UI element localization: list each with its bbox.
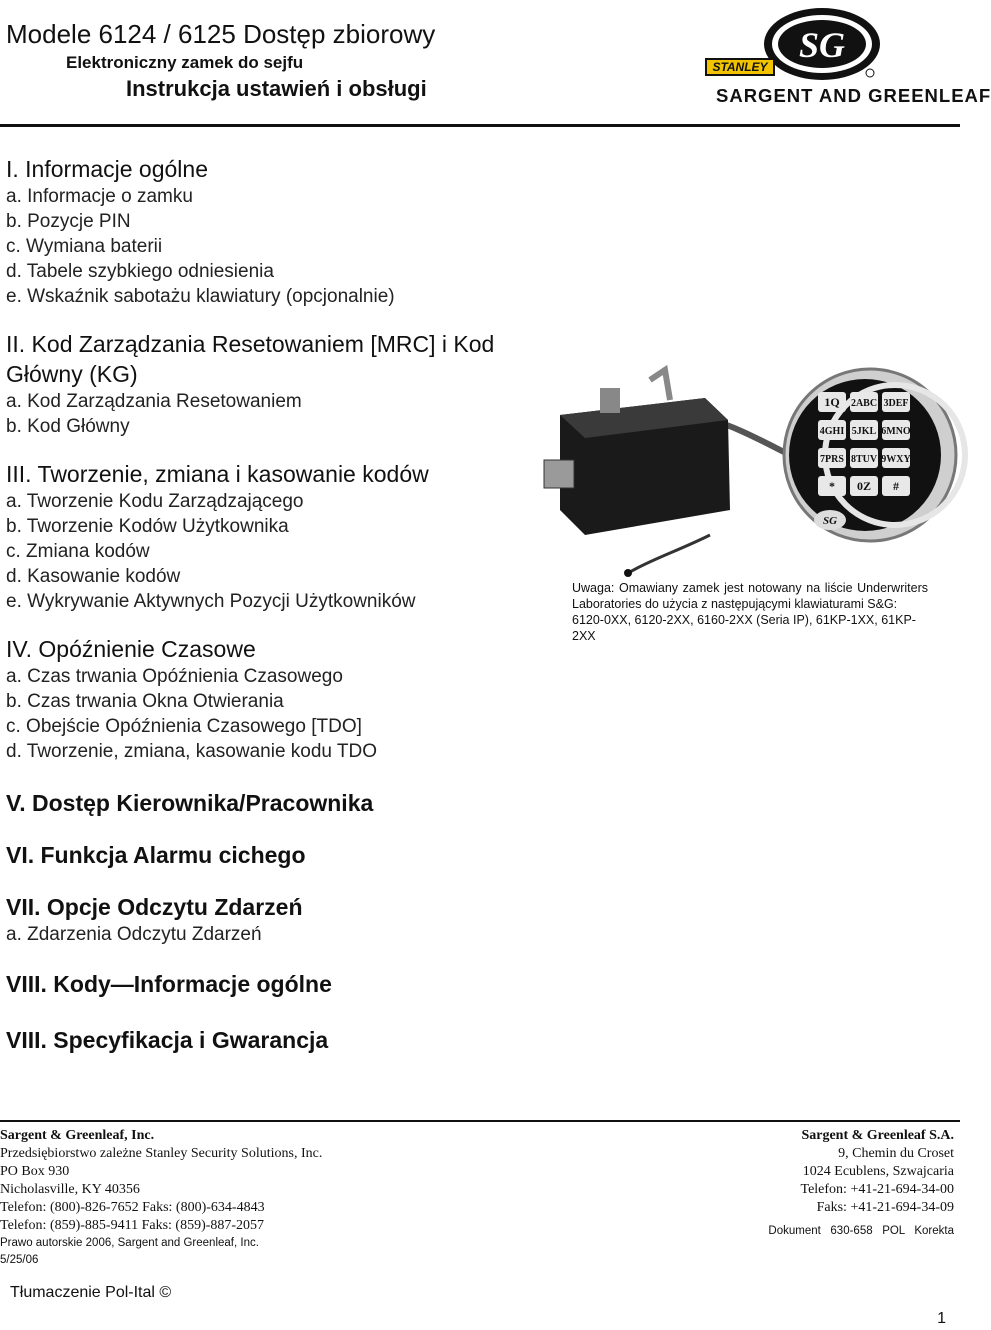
section-title: VIII. Kody—Informacje ogólne: [6, 971, 332, 997]
toc-item: e. Wskaźnik sabotażu klawiatury (opcjonalnie): [6, 286, 395, 307]
svg-text:SG: SG: [798, 25, 846, 65]
section-title: II. Kod Zarządzania Resetowaniem [MRC] i Kod Główny (KG): [6, 331, 495, 387]
footer-line: Telefon: (859)-885-9411 Faks: (859)-887-2057: [0, 1218, 265, 1233]
section-title: VIII. Specyfikacja i Gwarancja: [6, 1027, 329, 1053]
toc-item: b. Kod Główny: [6, 416, 130, 437]
toc-item: a. Czas trwania Opóźnienia Czasowego: [6, 666, 343, 687]
toc-item: b. Pozycje PIN: [6, 211, 131, 232]
toc-item: a. Kod Zarządzania Resetowaniem: [6, 391, 302, 412]
footer-line: 1024 Ecublens, Szwajcaria: [802, 1164, 954, 1179]
footer-line: Faks: +41-21-694-34-09: [816, 1200, 954, 1215]
footer-address-us: [0, 1127, 322, 1269]
keypad-key-label: 1Q: [824, 395, 840, 409]
footer-line: Telefon: (800)-826-7652 Faks: (800)-634-4843: [0, 1200, 265, 1215]
keypad-key-label: 9WXY: [881, 454, 911, 465]
keypad-key-label: *: [829, 479, 835, 493]
footer-line: Przedsiębiorstwo zależne Stanley Security Solutions, Inc.: [0, 1146, 323, 1161]
footer-line: Nicholasville, KY 40356: [0, 1182, 140, 1197]
toc-item: a. Tworzenie Kodu Zarządzającego: [6, 491, 304, 512]
footer-company: Sargent & Greenleaf, Inc.: [0, 1128, 155, 1143]
document-subtitle-2: Instrukcja ustawień i obsługi: [126, 76, 427, 101]
footer-line: Telefon: +41-21-694-34-00: [800, 1182, 954, 1197]
keypad-key-label: 6MNO: [881, 426, 911, 437]
toc-item: a. Informacje o zamku: [6, 186, 193, 207]
keypad-key-label: 3DEF: [883, 398, 909, 409]
keypad-key-label: 7PRS: [820, 454, 844, 465]
toc-item: c. Zmiana kodów: [6, 541, 150, 562]
footer-line: PO Box 930: [0, 1164, 70, 1179]
keypad-key-label: 0Z: [856, 479, 872, 493]
table-of-contents: [6, 154, 566, 1055]
footer-company: Sargent & Greenleaf S.A.: [801, 1128, 954, 1143]
document-id: Dokument 630-658 POL Korekta: [768, 1225, 954, 1237]
keypad-key-label: 2ABC: [850, 398, 878, 409]
toc-item: d. Tabele szybkiego odniesienia: [6, 261, 274, 282]
footer-line: 9, Chemin du Croset: [838, 1146, 954, 1161]
keypad-key-label: 8TUV: [850, 454, 878, 465]
footer-divider: [0, 1120, 960, 1122]
toc-item: d. Tworzenie, zmiana, kasowanie kodu TDO: [6, 741, 378, 762]
section-title: VI. Funkcja Alarmu cichego: [6, 842, 306, 868]
document-subtitle: Elektroniczny zamek do sejfu: [66, 53, 304, 72]
brand-name: SARGENT AND GREENLEAF: [716, 85, 991, 106]
section-title: I. Informacje ogólne: [6, 156, 209, 182]
keypad-key-label: #: [893, 479, 899, 493]
copyright: Prawo autorskie 2006, Sargent and Greenleaf, Inc.: [0, 1237, 259, 1249]
ul-note: [572, 580, 928, 644]
translation-credit: Tłumaczenie Pol-Ital ©: [10, 1284, 172, 1301]
footer-address-ch: [768, 1127, 954, 1240]
note-text: Uwaga: Omawiany zamek jest notowany na liście Underwriters Laboratories do użycia z następującymi klawiaturami S&G:: [572, 581, 928, 611]
section-title: III. Tworzenie, zmiana i kasowanie kodów: [6, 461, 429, 487]
toc-item: b. Czas trwania Okna Otwierania: [6, 691, 284, 712]
section-title: VII. Opcje Odczytu Zdarzeń: [6, 894, 303, 920]
toc-item: b. Tworzenie Kodów Użytkownika: [6, 516, 289, 537]
toc-item: c. Obejście Opóźnienia Czasowego [TDO]: [6, 716, 362, 737]
page-number: 1: [937, 1310, 946, 1327]
toc-item: a. Zdarzenia Odczytu Zdarzeń: [6, 924, 262, 945]
svg-text:SG: SG: [822, 515, 838, 527]
section-title: V. Dostęp Kierownika/Pracownika: [6, 790, 374, 816]
section-title: IV. Opóźnienie Czasowe: [6, 636, 256, 662]
toc-item: d. Kasowanie kodów: [6, 566, 181, 587]
lock-keypad-photo: [540, 360, 960, 580]
toc-item: c. Wymiana baterii: [6, 236, 163, 257]
keypad-key-label: 5JKL: [851, 426, 877, 437]
date: 5/25/06: [0, 1254, 39, 1266]
stanley-logo: STANLEY: [705, 58, 775, 76]
keypad-key-label: 4GHI: [819, 426, 845, 437]
document-title: Modele 6124 / 6125 Dostęp zbiorowy: [6, 19, 436, 49]
toc-item: e. Wykrywanie Aktywnych Pozycji Użytkowników: [6, 591, 416, 612]
note-models: 6120-0XX, 6120-2XX, 6160-2XX (Seria IP), 61KP-1XX, 61KP-2XX: [572, 613, 916, 643]
header-divider: [0, 124, 960, 127]
